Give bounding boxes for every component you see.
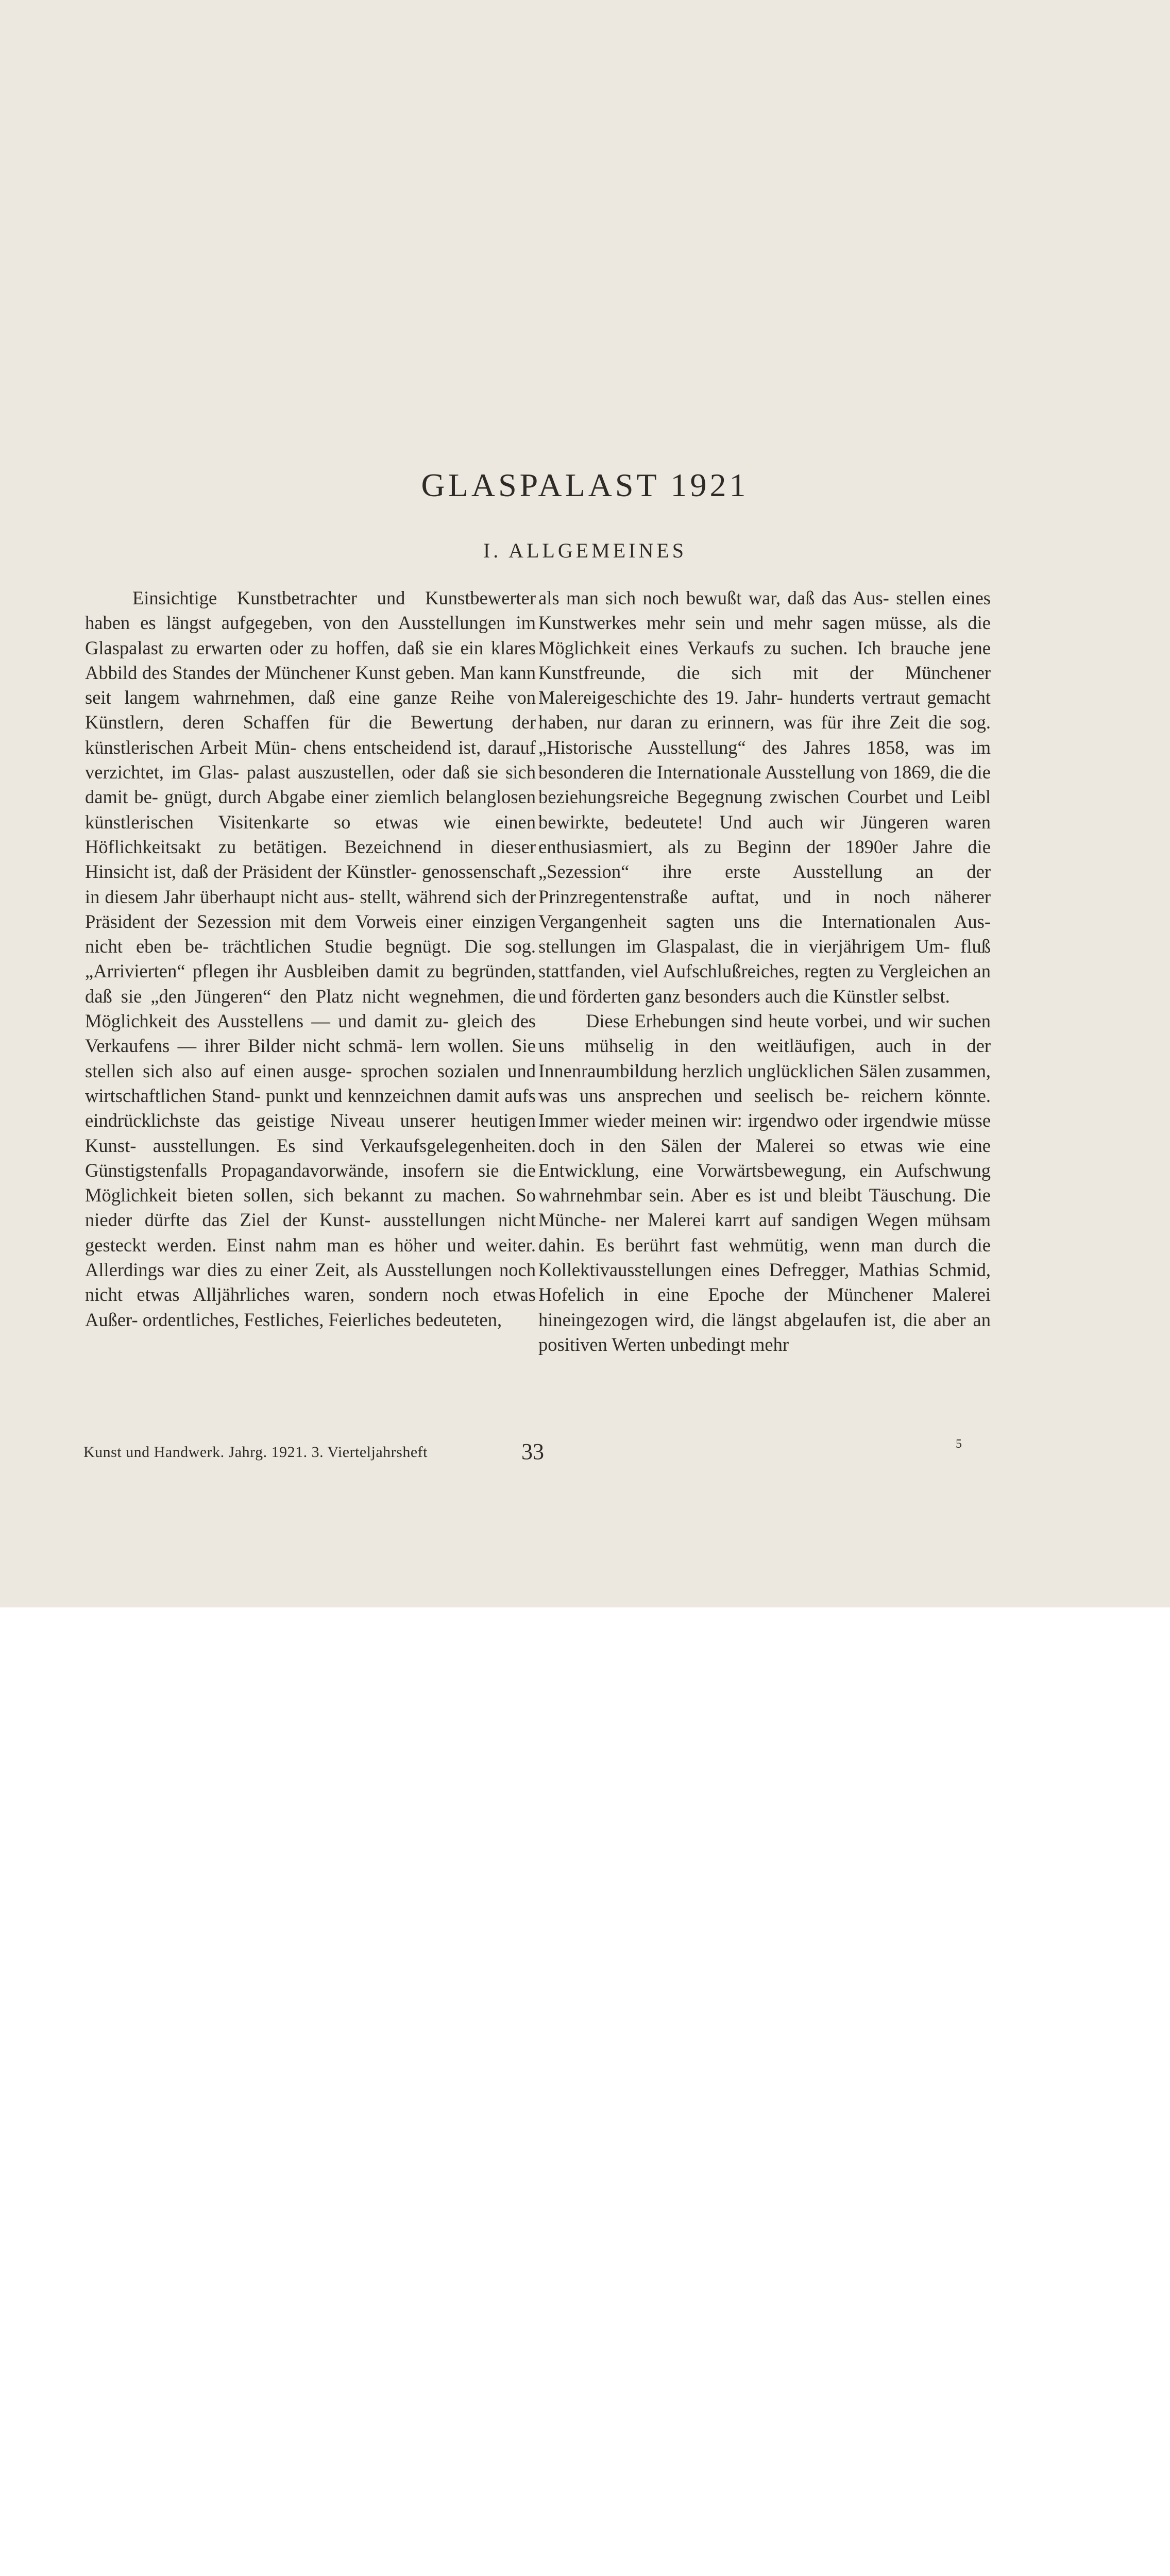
text-line: der Prinzregentenstraße auftat, und in noch näherer (538, 861, 991, 907)
text-line: geben. Man kann seit langem wahrnehmen, daß (85, 662, 536, 708)
text-line: ordentliches, Festliches, Feierliches bedeuteten, (142, 1309, 502, 1330)
text-line: Ausstellung“ des Jahres 1858, was im besonderen (538, 736, 991, 783)
text-line: stellungen im Glaspalast, die in vierjährigem Um- (538, 936, 950, 957)
text-line: die Möglichkeit des Ausstellens — und damit zu- (85, 985, 536, 1032)
text-line: suchen uns mühselig in den weitläufigen, auch in (538, 1010, 991, 1057)
text-line: als man sich noch bewußt war, daß das Aus- (538, 587, 889, 608)
text-line: lern wollen. Sie stellen sich also auf einen ausge- (85, 1035, 536, 1081)
text-line: haben es längst aufgegeben, von den Ausstellungen (85, 612, 506, 634)
text-line: punkt und kennzeichnen damit aufs eindrücklichste (85, 1084, 536, 1131)
text-line: palast auszustellen, oder daß sie sich damit be- (85, 761, 536, 808)
text-line: sprochen sozialen und wirtschaftlichen Stand- (85, 1060, 536, 1106)
text-line: fluß stattfanden, viel Aufschlußreiches, regten zu (538, 936, 991, 982)
text-column-right (538, 586, 991, 1357)
text-line: dieser Hinsicht ist, daß der Präsident der Künstler- (85, 836, 536, 883)
text-line: sein. Aber es ist und bleibt Täuschung. Die Münche- (538, 1184, 991, 1231)
paragraph (85, 586, 536, 1332)
text-line: Vergleichen an und förderten ganz besonders auch (538, 960, 991, 1007)
text-line: eine ganze Reihe von Künstlern, deren Schaffen (85, 687, 536, 733)
article-title: GLASPALAST 1921 (421, 467, 749, 503)
text-line: Vergangenheit sagten uns die Internationalen Aus- (538, 910, 991, 932)
text-line: irgendwo oder irgendwie müsse doch in den Sälen (538, 1110, 991, 1156)
text-line: zusammen, was uns ansprechen und seelisch be- (538, 1060, 991, 1106)
text-line: Günstigstenfalls Propagandavorwände, insofern sie (85, 1159, 499, 1181)
text-line: mit der Münchener Malereigeschichte des 19. Jahr- (538, 662, 991, 708)
text-line: man es höher und weiter. Allerdings war dies (85, 1234, 536, 1281)
text-line: sie „den Jüngeren“ den Platz nicht wegnehmen, (121, 985, 504, 1007)
text-line: Diese Erhebungen sind heute vorbei, und wir (586, 1010, 933, 1032)
text-line: im Glaspalast zu erwarten oder zu hoffen, daß sie (85, 612, 536, 658)
text-line: hunderts vertraut gemacht haben, nur daran zu (538, 687, 991, 733)
text-line: Alljährliches waren, sondern noch etwas Außer- (85, 1284, 536, 1330)
text-line: stellen eines Kunstwerkes mehr sein und mehr (538, 587, 991, 634)
text-line: die Möglichkeit bieten sollen, sich bekannt zu (85, 1159, 536, 1206)
text-column-left (85, 586, 536, 1332)
text-line: trächtlichen Studie begnügt. Die sog. „Arrivierten“ (85, 936, 536, 982)
text-line: chens entscheidend ist, darauf verzichtet, im Glas- (85, 736, 536, 783)
text-line: Schmid, Hofelich in eine Epoche der Münchener (538, 1259, 991, 1306)
text-line: Leibl bewirkte, bedeutete! Und auch wir Jüngeren (538, 786, 991, 833)
text-line: Jahre die „Sezession“ ihre erste Ausstellung an (538, 836, 991, 883)
text-line: für die Bewertung der künstlerischen Arbeit Mün- (85, 711, 536, 758)
text-line: genossenschaft in diesem Jahr überhaupt nicht aus- (85, 861, 536, 907)
text-line: Einsichtige Kunstbetrachter und Kunstbewerter (132, 587, 536, 608)
text-line: mit dem Vorweis einer einzigen nicht eben be- (85, 910, 536, 957)
section-title: I. ALLGEMEINES (483, 539, 687, 562)
text-line: waren enthusiasmiert, als zu Beginn der 1890er (538, 811, 991, 857)
text-line: ist, die aber an positiven Werten unbedingt mehr (538, 1309, 991, 1355)
text-line: ausstellungen nicht gesteckt werden. Einst nahm (85, 1209, 536, 1256)
text-line: zu einer Zeit, als Ausstellungen noch nicht etwas (85, 1259, 536, 1306)
text-line: Höflichkeitsakt zu betätigen. Bezeichnend in (85, 836, 474, 857)
text-line: suchen. Ich brauche jene Kunstfreunde, die sich (538, 637, 991, 683)
text-line: pflegen ihr Ausbleiben damit zu begründen, daß (85, 960, 536, 1007)
text-line: die Künstler selbst. (805, 985, 950, 1007)
text-line: Kollektivausstellungen eines Defregger, Mathias (538, 1259, 920, 1281)
text-line: der Malerei so etwas wie eine Entwicklung, eine (538, 1134, 991, 1181)
text-line: ausstellungen. Es sind Verkaufsgelegenheiten. (152, 1134, 536, 1156)
paragraph (538, 586, 991, 1009)
text-line: der Innenraumbildung herzlich unglücklichen Sälen (538, 1035, 991, 1081)
text-line: künstlerischen Visitenkarte so etwas wie einen (85, 811, 536, 833)
text-line: stellt, während sich der Präsident der Sezession (85, 886, 536, 932)
text-line: beziehungsreiche Begegnung zwischen Courbet und (538, 786, 944, 808)
text-line: erinnern, was für ihre Zeit die sog. „Historische (538, 711, 991, 758)
text-line: sagen müsse, als die Möglichkeit eines Verkaufs zu (538, 612, 991, 658)
text-line: das geistige Niveau unserer heutigen Kunst- (85, 1110, 536, 1156)
text-line: reichern könnte. Immer wieder meinen wir: (538, 1084, 991, 1131)
page-number: 33 (521, 1439, 544, 1464)
text-line: gleich des Verkaufens — ihrer Bilder nicht schmä- (85, 1010, 536, 1057)
text-line: machen. So nieder dürfte das Ziel der Kunst- (85, 1184, 536, 1231)
text-line: gnügt, durch Abgabe einer ziemlich belanglosen (164, 786, 536, 808)
journal-footer: Kunst und Handwerk. Jahrg. 1921. 3. Vierteljahrsheft (83, 1444, 428, 1461)
text-line: Malerei hineingezogen wird, die längst abgelaufen (538, 1284, 991, 1330)
printer-signature: 5 (956, 1437, 962, 1451)
text-line: die Internationale Ausstellung von 1869, die die (629, 761, 991, 783)
text-line: ner Malerei karrt auf sandigen Wegen mühsam dahin. (538, 1209, 991, 1256)
paragraph (538, 1009, 991, 1357)
library-bar (0, 1607, 1170, 1711)
text-line: ein klares Abbild des Standes der Münchener Kunst (85, 637, 536, 683)
text-line: Vorwärtsbewegung, ein Aufschwung wahrnehmbar (538, 1159, 991, 1206)
text-line: Es berührt fast wehmütig, wenn man durch die (596, 1234, 991, 1256)
